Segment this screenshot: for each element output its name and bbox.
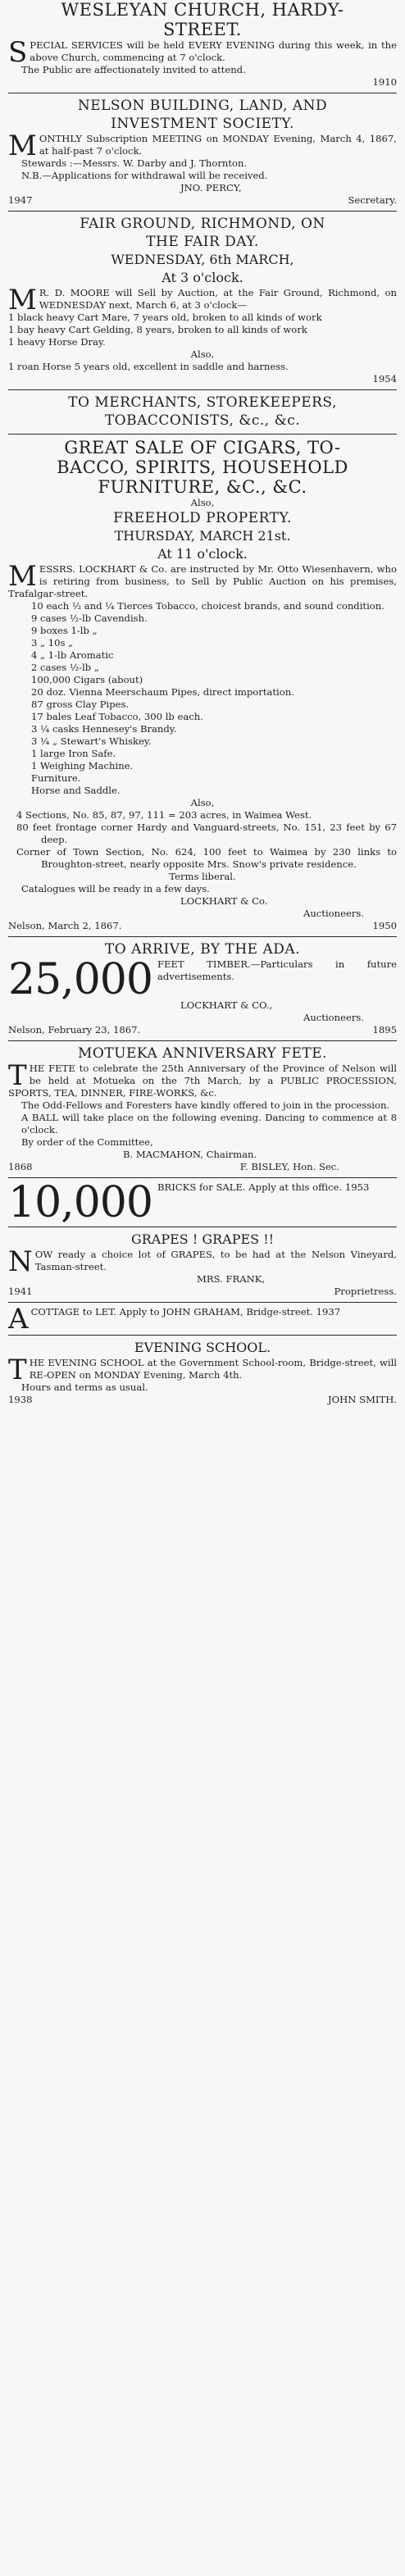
ad-number: 1953 bbox=[344, 1181, 370, 1193]
ad-evening-school bbox=[8, 1336, 397, 1410]
ad-body: BRICKS for SALE. Apply at this office. bbox=[157, 1181, 343, 1193]
ad-place-date: Nelson, February 23, 1867. bbox=[8, 1024, 141, 1035]
ad-cottage bbox=[8, 1303, 397, 1336]
ad-body: ESSRS. LOCKHART & Co. are instructed by Mr. Otto Wiesenhavern, who is retiring from business, to Sell by Public Auction on his premises, Trafalgar-street. bbox=[8, 563, 397, 599]
ad-title: EVENING SCHOOL. bbox=[134, 1340, 271, 1355]
ad-merchants bbox=[8, 390, 397, 435]
list-item: Horse and Saddle. bbox=[31, 785, 121, 796]
ad-bricks bbox=[8, 1178, 397, 1227]
drop-cap: T bbox=[8, 1354, 27, 1386]
list-item: 100,000 Cigars (about) bbox=[31, 674, 143, 685]
ad-timber bbox=[8, 937, 397, 1041]
ad-terms: Terms liberal. bbox=[169, 871, 236, 882]
ad-role: Auctioneers. bbox=[303, 1012, 364, 1023]
ad-role: Secretary. bbox=[348, 194, 397, 206]
list-item: 1 roan Horse 5 years old, excellent in saddle and harness. bbox=[8, 361, 289, 372]
list-item: 87 gross Clay Pipes. bbox=[31, 699, 130, 710]
ad-title: NELSON BUILDING, LAND, AND bbox=[77, 98, 328, 114]
ad-body: Hours and terms as usual. bbox=[21, 1381, 148, 1393]
ad-body: ONTHLY Subscription MEETING on MONDAY Evening, March 4, 1867, at half-past 7 o'clock. bbox=[39, 133, 397, 157]
drop-cap: S bbox=[8, 36, 28, 69]
list-item: 1 heavy Horse Dray. bbox=[8, 336, 106, 348]
ad-title: BACCO, SPIRITS, HOUSEHOLD bbox=[57, 457, 348, 477]
ad-title: INVESTMENT SOCIETY. bbox=[111, 116, 294, 132]
ad-wesleyan-church bbox=[8, 0, 397, 93]
drop-cap: M bbox=[8, 130, 37, 162]
ad-number: 1868 bbox=[8, 1161, 33, 1172]
ad-body: The Public are affectionately invited to attend. bbox=[21, 64, 246, 75]
list-item: 3 ¼ „ Stewart's Whiskey. bbox=[31, 735, 152, 747]
ad-grapes bbox=[8, 1227, 397, 1303]
drop-cap: M bbox=[8, 284, 37, 316]
list-item: 10 each ½ and ¼ Tierces Tobacco, choicest brands, and sound condition. bbox=[31, 600, 385, 612]
drop-cap: A bbox=[8, 1303, 29, 1336]
ad-also: Also, bbox=[190, 797, 215, 808]
ad-fair-ground bbox=[8, 212, 397, 390]
list-item: 9 boxes 1-lb „ bbox=[31, 625, 98, 636]
ad-role: Proprietress. bbox=[334, 1286, 397, 1297]
ad-motueka-fete bbox=[8, 1041, 397, 1178]
ad-title: FAIR GROUND, RICHMOND, ON bbox=[80, 216, 325, 232]
ad-signature: MRS. FRANK, bbox=[197, 1273, 266, 1285]
list-item: 80 feet frontage corner Hardy and Vanguard-streets, No. 151, 23 feet by 67 deep. bbox=[16, 821, 397, 845]
ad-cigar-sale bbox=[8, 435, 397, 937]
ad-body: FEET TIMBER.—Particulars in future advertisements. bbox=[157, 958, 397, 982]
ad-signature: LOCKHART & CO., bbox=[180, 999, 273, 1011]
ad-body: A BALL will take place on the following evening. Dancing to commence at 8 o'clock. bbox=[21, 1112, 397, 1136]
ad-time: At 3 o'clock. bbox=[162, 270, 243, 285]
ad-also: Also, bbox=[190, 497, 215, 508]
ad-signature: JNO. PERCY, bbox=[180, 182, 242, 193]
ad-body: Stewards :—Messrs. W. Darby and J. Thornton. bbox=[21, 157, 248, 169]
ad-body: COTTAGE to LET. Apply to JOHN GRAHAM, Bridge-street. bbox=[30, 1306, 313, 1318]
ad-body: HE EVENING SCHOOL at the Government School-room, Bridge-street, will RE-OPEN on MONDAY Evening, March 4th. bbox=[29, 1357, 397, 1381]
ad-also: Also, bbox=[190, 348, 215, 360]
big-number: 25,000 bbox=[8, 955, 152, 1004]
list-item: 3 „ 10s „ bbox=[31, 637, 74, 649]
list-item: 1 Weighing Machine. bbox=[31, 760, 134, 771]
list-item: 20 doz. Vienna Meerschaum Pipes, direct importation. bbox=[31, 686, 294, 698]
ad-number: 1941 bbox=[8, 1286, 33, 1297]
drop-cap: T bbox=[8, 1059, 27, 1092]
ad-title: MOTUEKA ANNIVERSARY FETE. bbox=[77, 1045, 328, 1062]
ad-body: By order of the Committee, bbox=[21, 1136, 153, 1148]
ad-body: HE FETE to celebrate the 25th Anniversary of the Province of Nelson will be held at Motueka on the 7th March, by a PUBLIC PROCESSION, SPORTS, TEA, DINNER, FIRE-WORKS, &c. bbox=[8, 1063, 397, 1099]
ad-number: 1947 bbox=[8, 194, 33, 206]
ad-date: WEDNESDAY, 6th MARCH, bbox=[111, 252, 294, 267]
ad-number: 1910 bbox=[372, 76, 397, 88]
ad-number: 1950 bbox=[372, 920, 397, 931]
ad-title: STREET. bbox=[163, 20, 242, 39]
ad-title: FURNITURE, &C., &C. bbox=[98, 477, 307, 497]
ad-number: 1895 bbox=[372, 1024, 397, 1035]
list-item: 4 „ 1-lb Aromatic bbox=[31, 649, 114, 661]
list-item: 1 bay heavy Cart Gelding, 8 years, broken to all kinds of work bbox=[8, 324, 307, 335]
ad-title: GRAPES ! GRAPES !! bbox=[130, 1231, 275, 1247]
list-item: 3 ¼ casks Hennesey's Brandy. bbox=[31, 723, 177, 735]
ad-body: The Odd-Fellows and Foresters have kindly offered to join in the procession. bbox=[21, 1099, 390, 1111]
list-item: 4 Sections, No. 85, 87, 97, 111 = 203 acres, in Waimea West. bbox=[16, 809, 312, 821]
ad-body: OW ready a choice lot of GRAPES, to be had at the Nelson Vineyard, Tasman-street. bbox=[34, 1249, 397, 1272]
ad-signature: LOCKHART & Co. bbox=[180, 895, 268, 907]
ad-signature: JOHN SMITH. bbox=[327, 1394, 397, 1405]
ad-title: TO ARRIVE, BY THE ADA. bbox=[104, 941, 301, 958]
ad-title: WESLEYAN CHURCH, HARDY- bbox=[61, 0, 344, 20]
list-item: Furniture. bbox=[31, 772, 81, 784]
list-item: 1 black heavy Cart Mare, 7 years old, broken to all kinds of work bbox=[8, 312, 322, 323]
newspaper-column bbox=[8, 0, 397, 1410]
ad-body: N.B.—Applications for withdrawal will be received. bbox=[21, 170, 268, 181]
list-item: 1 large Iron Safe. bbox=[31, 748, 116, 759]
ad-number: 1954 bbox=[372, 373, 397, 385]
ad-role: Auctioneers. bbox=[303, 908, 364, 919]
ad-body: R. D. MOORE will Sell by Auction, at the Fair Ground, Richmond, on WEDNESDAY next, March 6, at 3 o'clock— bbox=[39, 287, 397, 311]
ad-subtitle: FREEHOLD PROPERTY. bbox=[113, 510, 292, 526]
big-number: 10,000 bbox=[8, 1178, 152, 1227]
ad-signature: B. MACMAHON, Chairman. bbox=[123, 1149, 257, 1160]
ad-title: THE FAIR DAY. bbox=[146, 234, 259, 250]
ad-number: 1937 bbox=[316, 1306, 341, 1318]
ad-date: THURSDAY, MARCH 21st. bbox=[114, 528, 291, 544]
list-item: 17 bales Leaf Tobacco, 300 lb each. bbox=[31, 711, 203, 722]
ad-body: Catalogues will be ready in a few days. bbox=[21, 883, 210, 894]
ad-building-society bbox=[8, 93, 397, 212]
ad-signature: F. BISLEY, Hon. Sec. bbox=[239, 1161, 339, 1172]
ad-place-date: Nelson, March 2, 1867. bbox=[8, 920, 122, 931]
ad-time: At 11 o'clock. bbox=[157, 546, 248, 562]
ad-body: PECIAL SERVICES will be held EVERY EVENING during this week, in the above Church, commencing at 7 o'clock. bbox=[30, 39, 397, 63]
drop-cap: M bbox=[8, 560, 37, 593]
drop-cap: N bbox=[8, 1245, 33, 1278]
ad-title: GREAT SALE OF CIGARS, TO- bbox=[64, 438, 341, 457]
ad-title: TOBACCONISTS, &c., &c. bbox=[104, 412, 301, 429]
ad-title: TO MERCHANTS, STOREKEEPERS, bbox=[68, 394, 337, 411]
list-item: 9 cases ½-lb Cavendish. bbox=[31, 612, 148, 624]
ad-number: 1938 bbox=[8, 1394, 33, 1405]
list-item: 2 cases ½-lb „ bbox=[31, 662, 99, 673]
list-item: Corner of Town Section, No. 624, 100 feet to Waimea by 230 links to Broughton-street, nearly opposite Mrs. Snow's private residence. bbox=[16, 846, 397, 870]
